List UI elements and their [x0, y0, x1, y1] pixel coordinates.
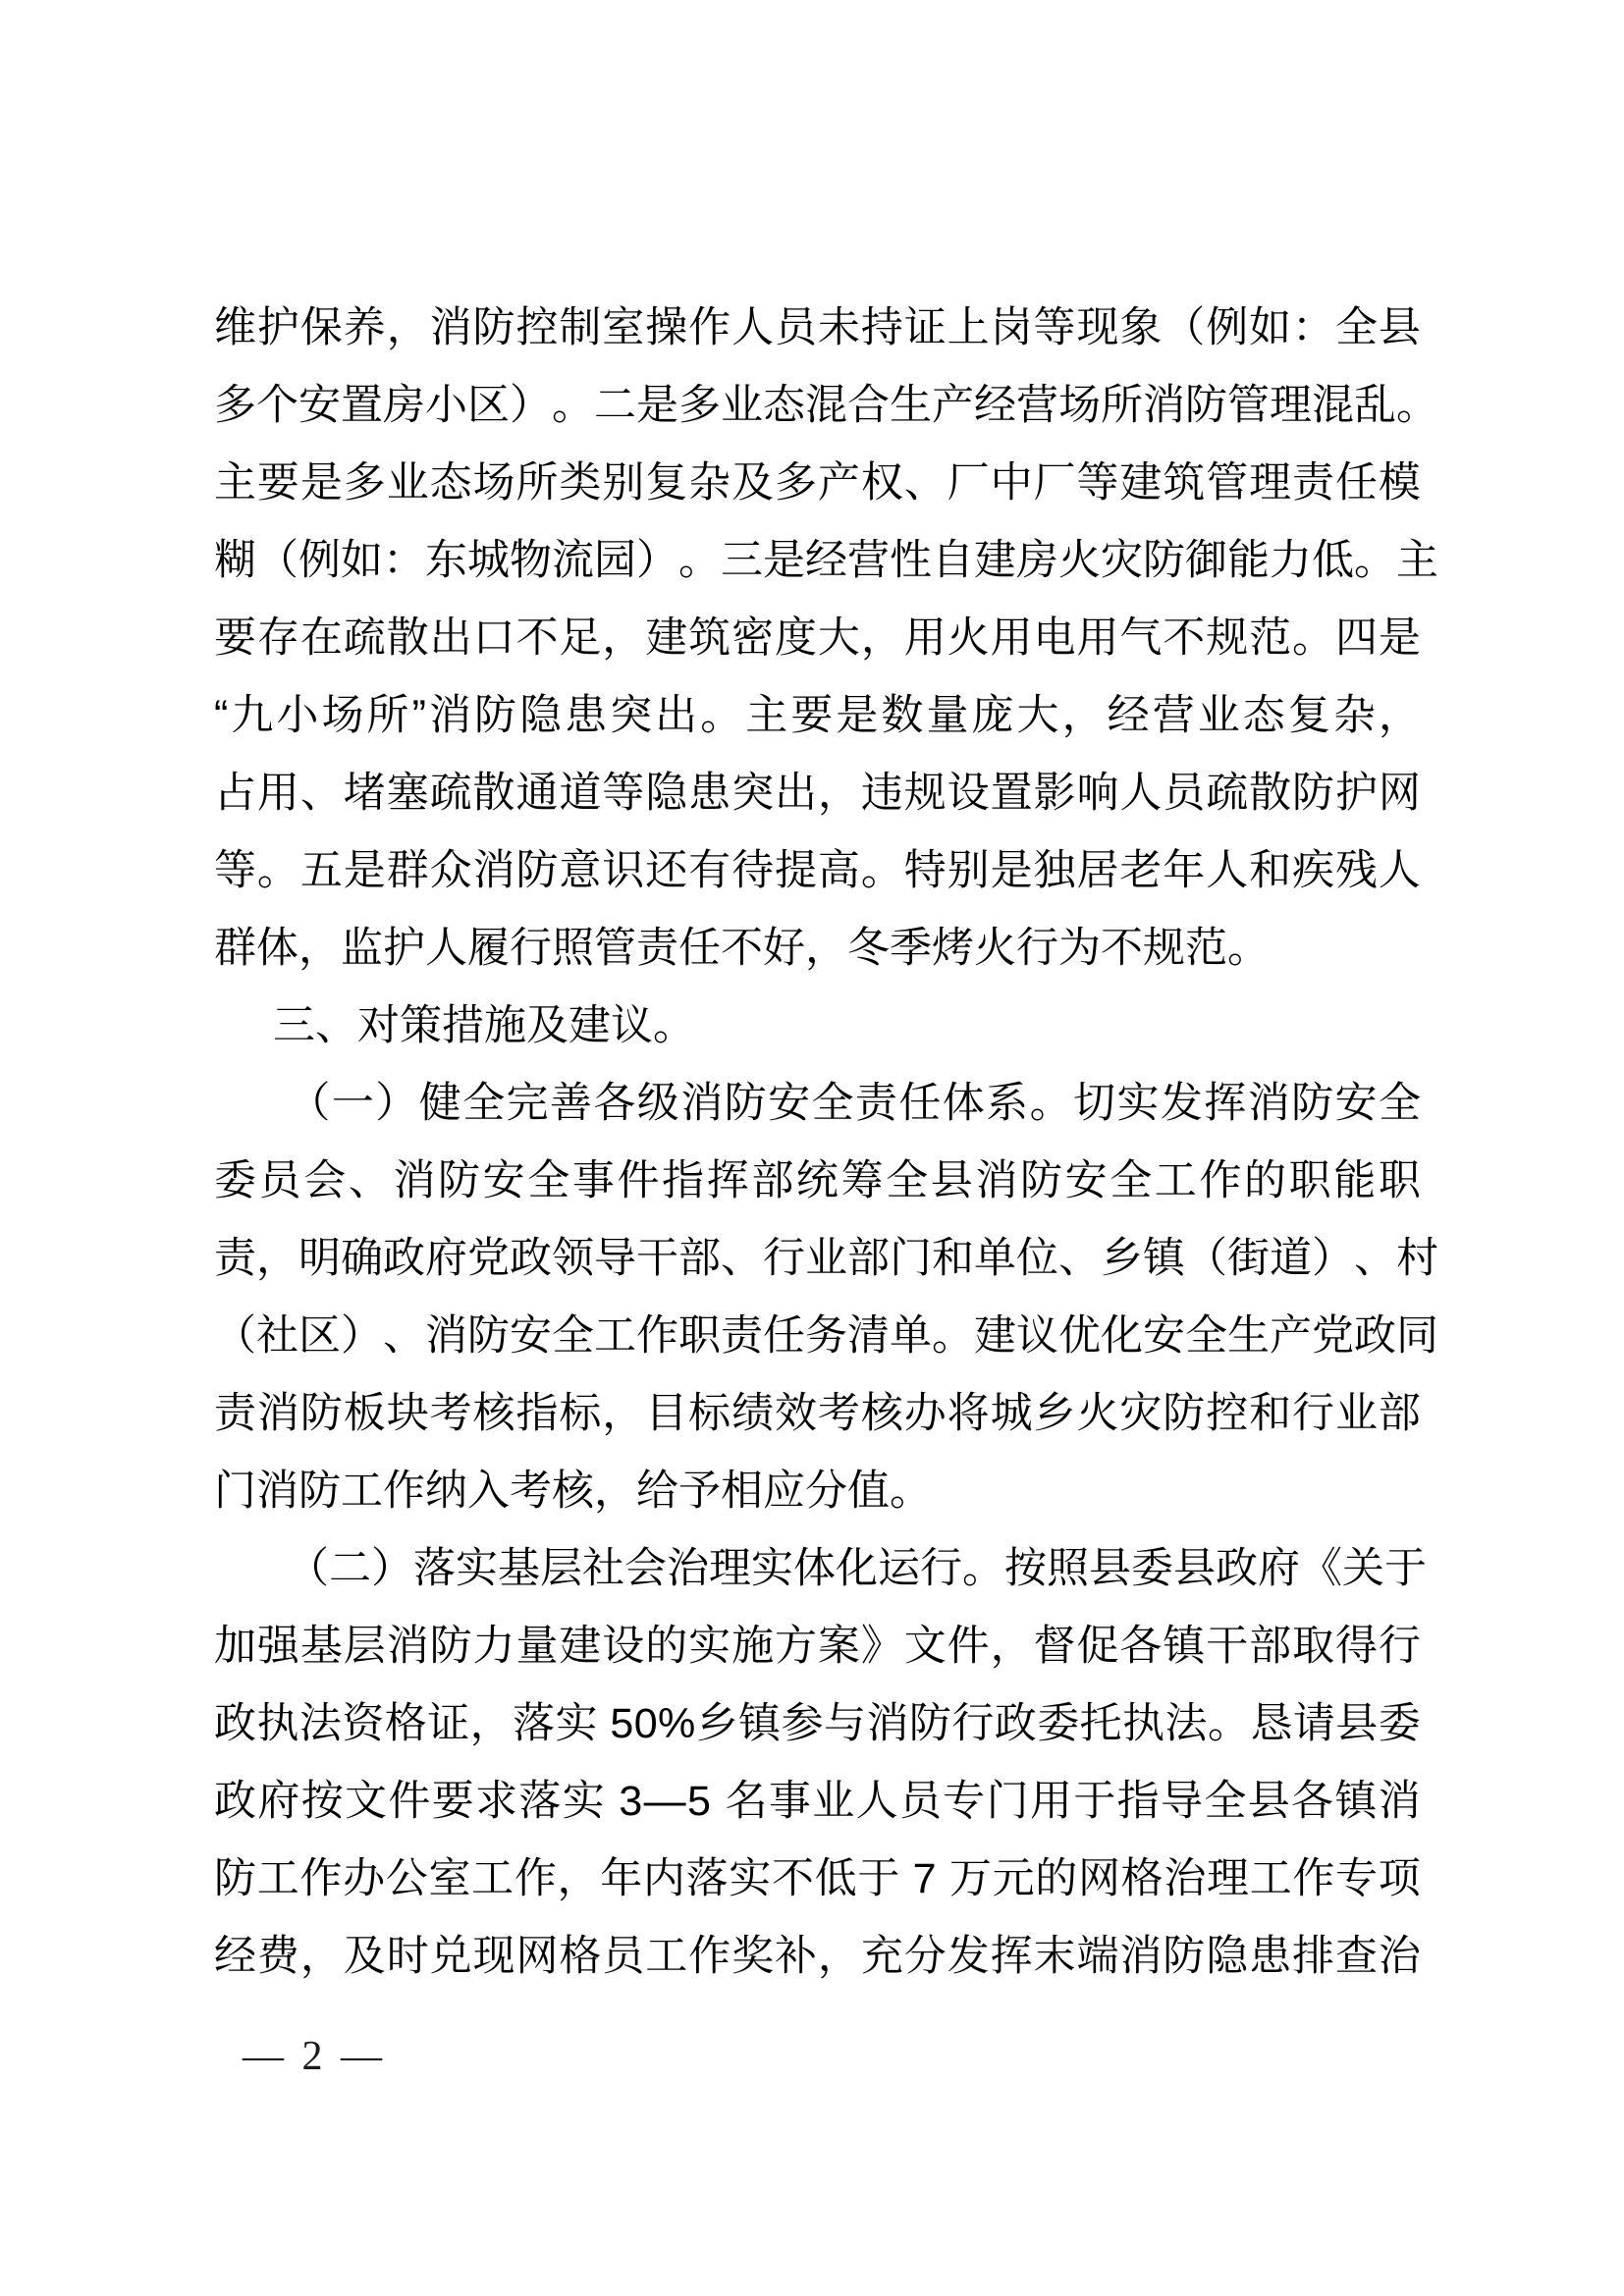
document-line: （ 一 ） 健 全 完 善 各 级 消 防 安 全 责 任 体 系 。 切 实 发 挥 消 防 安 全 [288, 1080, 1421, 1127]
document-line: 防 工 作 办 公 室 工 作 ， 年 内 落 实 不 低 于 7 万 元 的 网 格 治 理 工 作 专 项 [214, 1855, 1421, 1902]
document-line: 委 员 会 、 消 防 安 全 事 件 指 挥 部 统 筹 全 县 消 防 安 全 工 作 的 职 能 职 [214, 1157, 1421, 1204]
document-line: 政 府 按 文 件 要 求 落 实 3 — 5 名 事 业 人 员 专 门 用 于 指 导 全 县 各 镇 消 [214, 1778, 1421, 1825]
document-line: 经 费 ， 及 时 兑 现 网 格 员 工 作 奖 补 ， 充 分 发 挥 末 端 消 防 隐 患 排 查 治 [214, 1933, 1421, 1980]
page-number-footer: — 2 — [243, 2034, 382, 2079]
document-line: 等 。 五 是 群 众 消 防 意 识 还 有 待 提 高 。 特 别 是 独 居 老 年 人 和 疾 残 人 [214, 847, 1421, 894]
document-line: （ 社 区 ） 、 消 防 安 全 工 作 职 责 任 务 清 单 。 建 议 优 化 安 全 生 产 党 政 同 [214, 1312, 1438, 1360]
document-line: 责 消 防 板 块 考 核 指 标 ， 目 标 绩 效 考 核 办 将 城 乡 火 灾 防 控 和 行 业 部 [214, 1390, 1421, 1437]
document-line: 责 ， 明 确 政 府 党 政 领 导 干 部 、 行 业 部 门 和 单 位 、 乡 镇 （ 街 道 ） 、 村 [214, 1235, 1438, 1282]
document-line: 群体，监护人履行照管责任不好，冬季烤火行为不规范。 [214, 925, 1270, 972]
document-line: “ 九 小 场 所 ” 消 防 隐 患 突 出 。 主 要 是 数 量 庞 大 ， 经 营 业 态 复 杂 ， [214, 692, 1421, 739]
document-line: 多 个 安 置 房 小 区 ） 。 二 是 多 业 态 混 合 生 产 经 营 场 所 消 防 管 理 混 乱 。 [214, 382, 1438, 429]
document-line: 要 存 在 疏 散 出 口 不 足 ， 建 筑 密 度 大 ， 用 火 用 电 用 气 不 规 范 。 四 是 [214, 614, 1421, 662]
document-line: 糊 （ 例 如 ： 东 城 物 流 园 ） 。 三 是 经 营 性 自 建 房 火 灾 防 御 能 力 低 。 主 [214, 537, 1438, 584]
document-line: 占 用 、 堵 塞 疏 散 通 道 等 隐 患 突 出 ， 违 规 设 置 影 响 人 员 疏 散 防 护 网 [214, 770, 1421, 817]
document-text-block [214, 290, 1438, 1996]
document-line: 维 护 保 养 ， 消 防 控 制 室 操 作 人 员 未 持 证 上 岗 等 现 象 （ 例 如 ： 全 县 [214, 304, 1421, 351]
document-line: （ 二 ） 落 实 基 层 社 会 治 理 实 体 化 运 行 。 按 照 县 委 县 政 府 《 关 于 [287, 1545, 1427, 1592]
document-line: 门消防工作纳入考核，给予相应分值。 [214, 1468, 932, 1515]
document-line: 加 强 基 层 消 防 力 量 建 设 的 实 施 方 案 》 文 件 ， 督 促 各 镇 干 部 取 得 行 [214, 1623, 1421, 1670]
section-heading: 三、对策措施及建议。 [273, 1002, 695, 1049]
document-line: 政 执 法 资 格 证 ， 落 实 5 0 % 乡 镇 参 与 消 防 行 政 委 托 执 法 。 恳 请 县 委 [214, 1700, 1421, 1747]
document-line: 主 要 是 多 业 态 场 所 类 别 复 杂 及 多 产 权 、 厂 中 厂 等 建 筑 管 理 责 任 模 [214, 459, 1421, 507]
